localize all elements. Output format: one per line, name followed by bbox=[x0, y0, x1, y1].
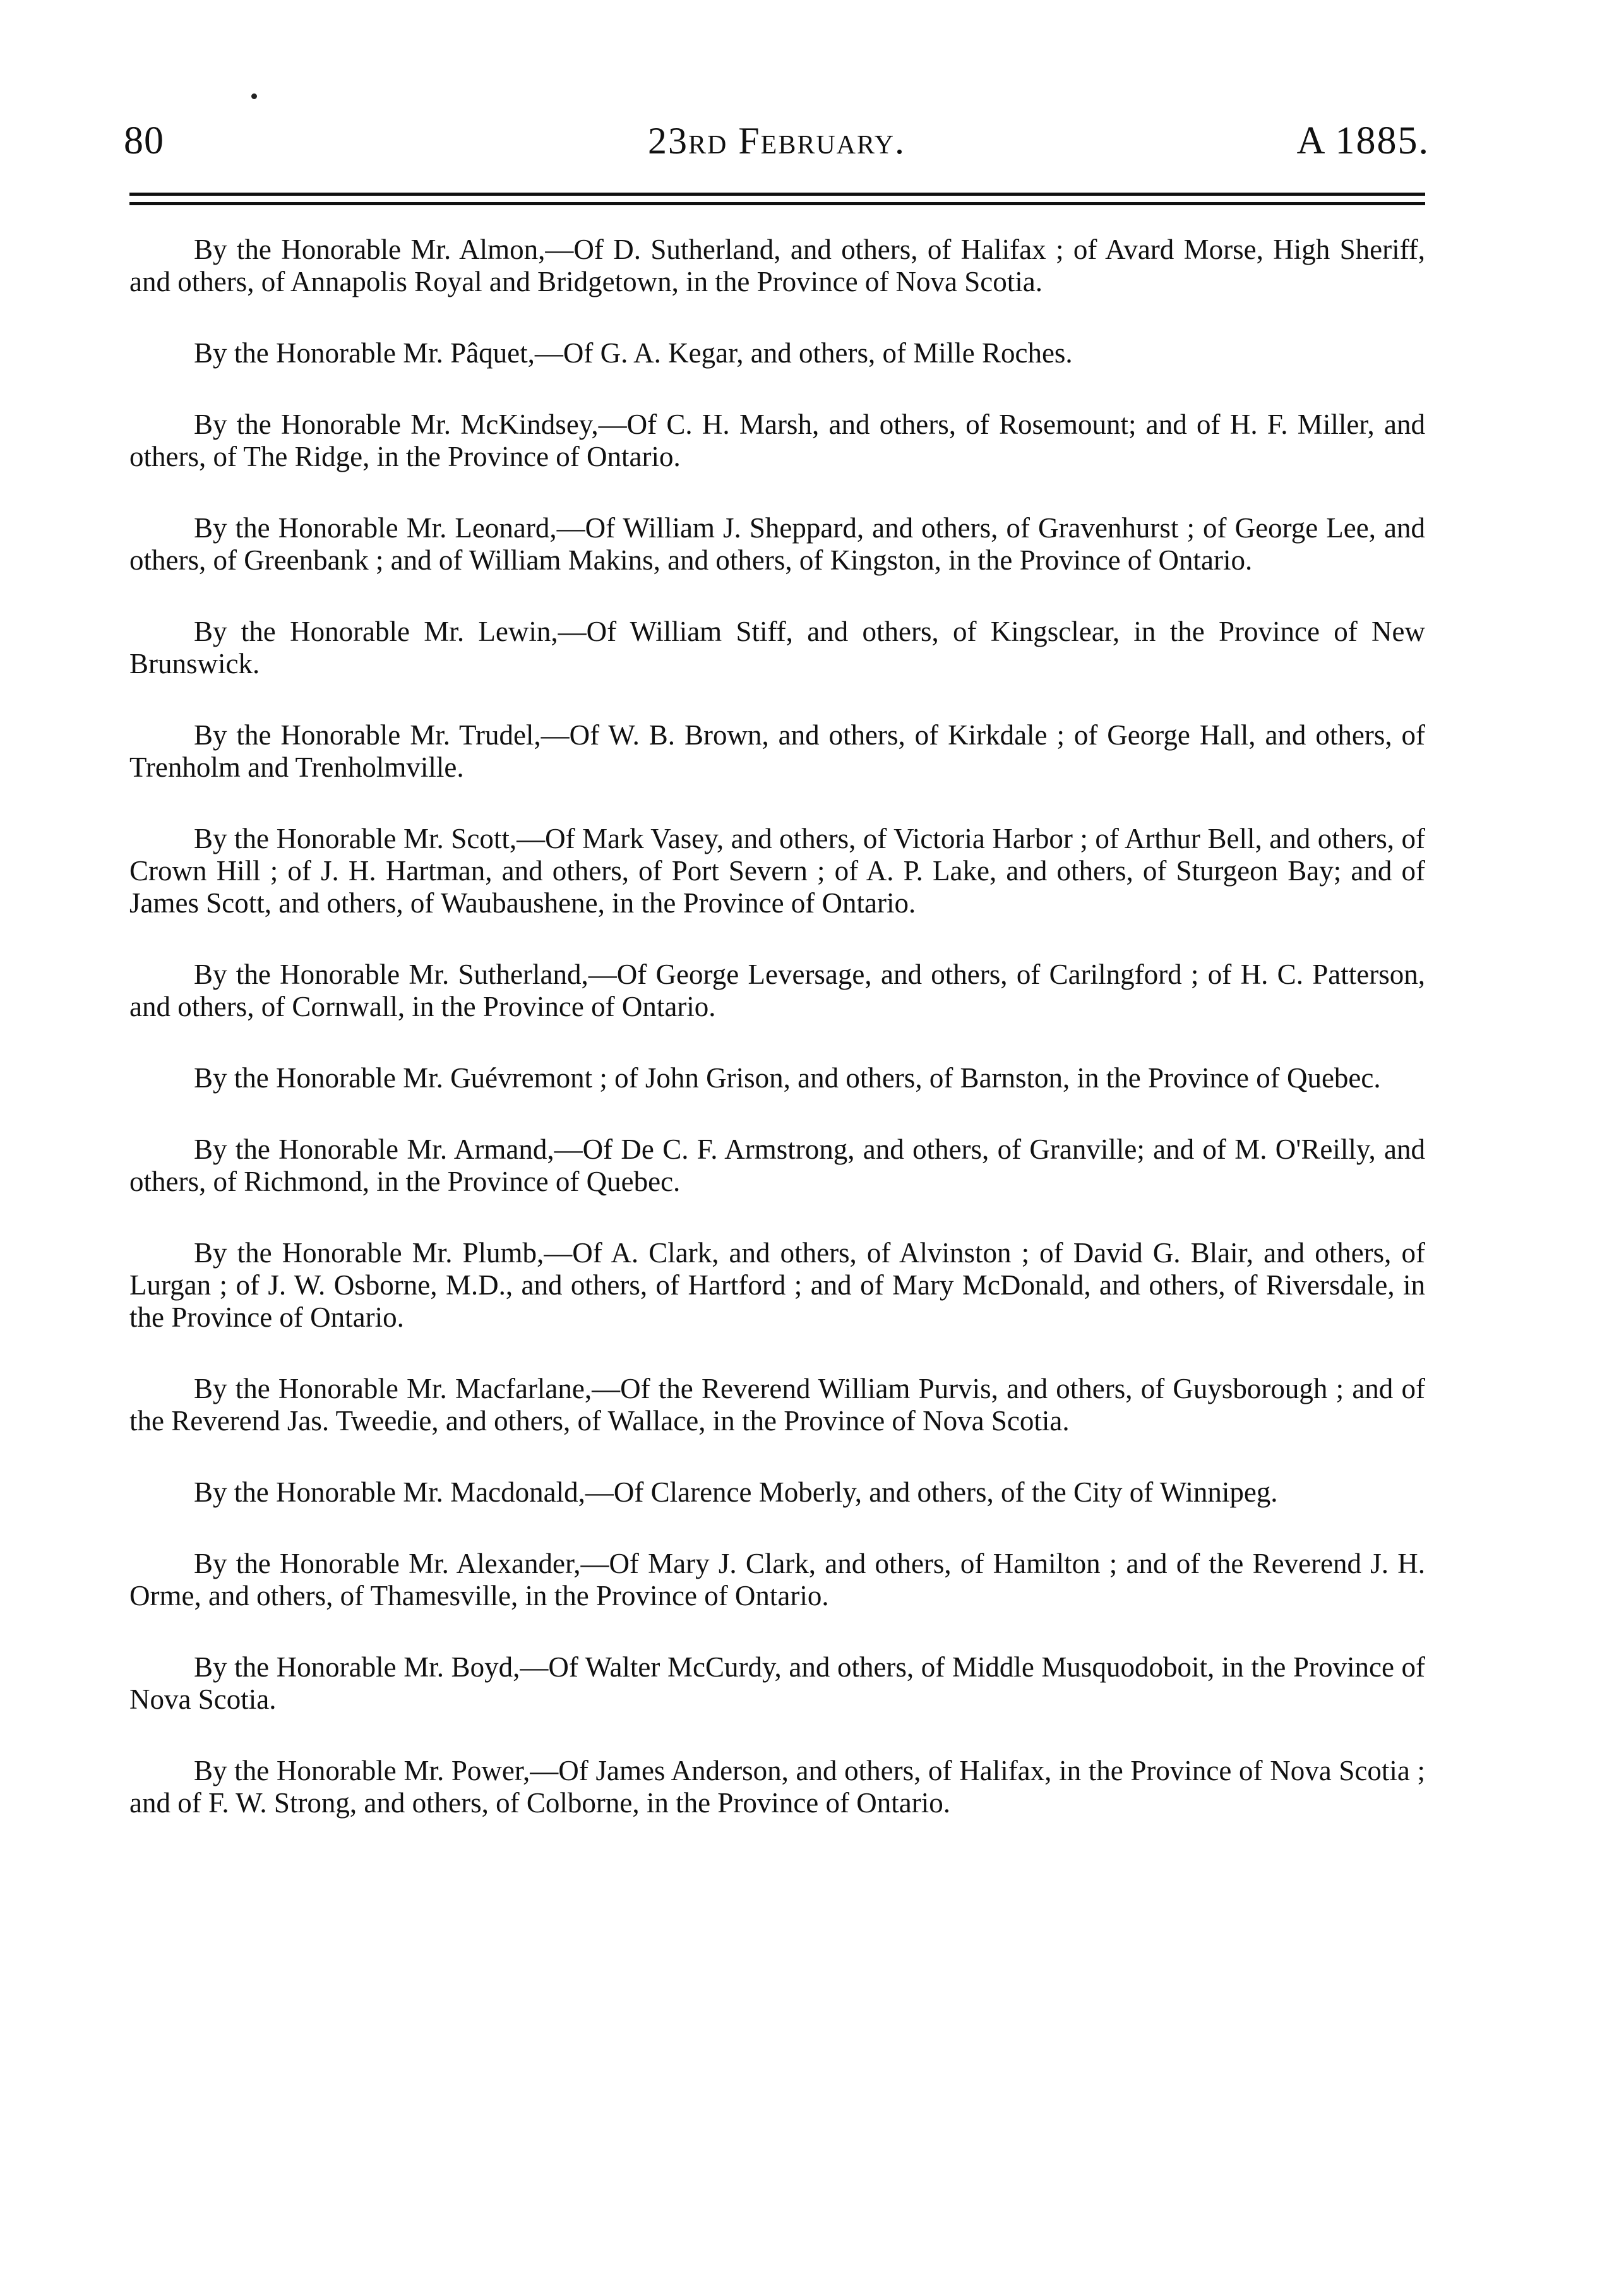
petition-entry: By the Honorable Mr. Macdonald,—Of Clarence Moberly, and others, of the City of Winnipeg. bbox=[194, 1476, 1278, 1508]
petition-entry: By the Honorable Mr. Almon,—Of D. Sutherland, and others, of Halifax ; of Avard Morse, High Sheriff, and others, of Annapolis Royal and Bridgetown, in the Province of Nova Scotia. bbox=[129, 234, 1425, 297]
petition-entry: By the Honorable Mr. Boyd,—Of Walter McCurdy, and others, of Middle Musquodoboit, in the Province of Nova Scotia. bbox=[129, 1651, 1425, 1715]
header-rule-top bbox=[129, 193, 1425, 196]
petition-entry: By the Honorable Mr. Pâquet,—Of G. A. Kegar, and others, of Mille Roches. bbox=[194, 337, 1073, 369]
petition-entry: By the Honorable Mr. Sutherland,—Of George Leversage, and others, of Carilngford ; of H. C. Patterson, and others, of Cornwall, in the Province of Ontario. bbox=[129, 959, 1425, 1022]
page-header bbox=[124, 106, 1430, 176]
header-rule-bottom bbox=[129, 202, 1425, 205]
petition-entry: By the Honorable Mr. Trudel,—Of W. B. Brown, and others, of Kirkdale ; of George Hall, and others, of Trenholm and Trenholmville. bbox=[129, 719, 1425, 783]
petition-entry: By the Honorable Mr. Power,—Of James Anderson, and others, of Halifax, in the Province of Nova Scotia ; and of F. W. Strong, and others, of Colborne, in the Province of Ontario. bbox=[129, 1755, 1425, 1819]
page-number: 80 bbox=[124, 119, 164, 162]
petition-entry: By the Honorable Mr. Plumb,—Of A. Clark, and others, of Alvinston ; of David G. Blair, and others, of Lurgan ; of J. W. Osborne, M.D., and others, of Hartford ; and of Mary McDonald, and others, of Riversdale, in the Province of Ontario. bbox=[129, 1237, 1425, 1333]
petition-entry: By the Honorable Mr. Lewin,—Of William Stiff, and others, of Kingsclear, in the Province of New Brunswick. bbox=[129, 616, 1425, 679]
print-speck bbox=[251, 93, 257, 99]
petition-list bbox=[129, 234, 1425, 1858]
petition-entry: By the Honorable Mr. Leonard,—Of William J. Sheppard, and others, of Gravenhurst ; of George Lee, and others, of Greenbank ; and of William Makins, and others, of Kingston, in the Province of Ontario. bbox=[129, 512, 1425, 576]
petition-entry: By the Honorable Mr. Armand,—Of De C. F. Armstrong, and others, of Granville; and of M. O'Reilly, and others, of Richmond, in the Province of Quebec. bbox=[129, 1133, 1425, 1197]
petition-entry: By the Honorable Mr. Scott,—Of Mark Vasey, and others, of Victoria Harbor ; of Arthur Bell, and others, of Crown Hill ; of J. H. Hartman, and others, of Port Severn ; of A. P. Lake, and others, of Sturgeon Bay; and of James Scott, and others, of Waubaushene, in the Province of Ontario. bbox=[129, 823, 1425, 919]
petition-entry: By the Honorable Mr. Alexander,—Of Mary J. Clark, and others, of Hamilton ; and of the Reverend J. H. Orme, and others, of Thamesville, in the Province of Ontario. bbox=[129, 1548, 1425, 1611]
petition-entry: By the Honorable Mr. Guévremont ; of John Grison, and others, of Barnston, in the Province of Quebec. bbox=[194, 1062, 1381, 1094]
session-year: A 1885. bbox=[1296, 119, 1430, 162]
petition-entry: By the Honorable Mr. McKindsey,—Of C. H. Marsh, and others, of Rosemount; and of H. F. Miller, and others, of The Ridge, in the Province of Ontario. bbox=[129, 409, 1425, 472]
running-title: 23rd February. bbox=[647, 120, 906, 162]
petition-entry: By the Honorable Mr. Macfarlane,—Of the Reverend William Purvis, and others, of Guysborough ; and of the Reverend Jas. Tweedie, and others, of Wallace, in the Province of Nova Scotia. bbox=[129, 1373, 1425, 1437]
